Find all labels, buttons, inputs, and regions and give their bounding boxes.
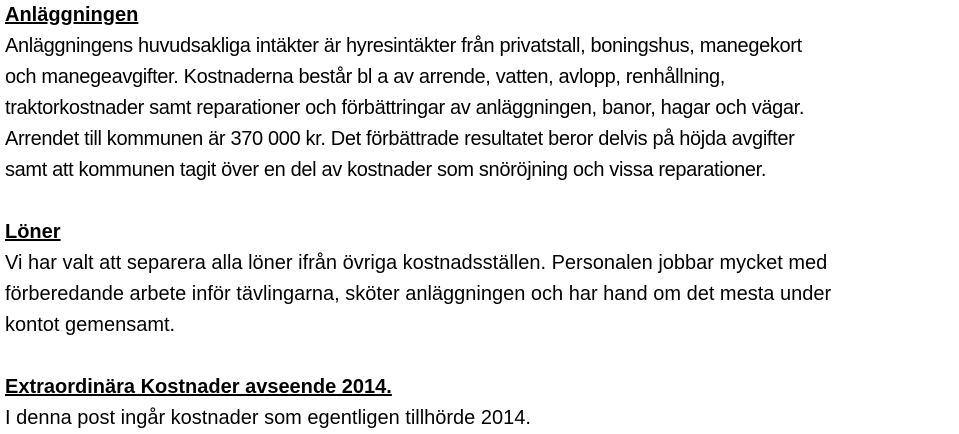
section-heading-extraordinara: Extraordinära Kostnader avseende 2014. — [5, 376, 392, 398]
paragraph-line: I denna post ingår kostnader som egentligen tillhörde 2014. — [5, 407, 531, 429]
section-heading-loner: Löner — [5, 221, 61, 243]
paragraph-line: Arrendet till kommunen är 370 000 kr. Det förbättrade resultatet beror delvis på höjda avgifter — [5, 128, 795, 150]
paragraph-line: Anläggningens huvudsakliga intäkter är hyresintäkter från privatstall, boningshus, manegekort — [5, 35, 802, 57]
section-heading-anlaggningen: Anläggningen — [5, 4, 139, 26]
paragraph-line: kontot gemensamt. — [5, 314, 176, 336]
paragraph-line: och manegeavgifter. Kostnaderna består bl a av arrende, vatten, avlopp, renhållning, — [5, 66, 725, 88]
paragraph-line: traktorkostnader samt reparationer och förbättringar av anläggningen, banor, hagar och vägar. — [5, 97, 805, 119]
section-spacer — [5, 186, 957, 217]
paragraph-anlaggningen — [5, 31, 957, 186]
paragraph-extraordinara — [5, 403, 957, 434]
section-spacer — [5, 341, 957, 372]
document-body — [5, 0, 957, 434]
paragraph-loner — [5, 248, 957, 341]
paragraph-line: samt att kommunen tagit över en del av kostnader som snöröjning och vissa reparationer. — [5, 159, 767, 181]
paragraph-line: Vi har valt att separera alla löner ifrån övriga kostnadsställen. Personalen jobbar mycket med — [5, 252, 828, 274]
paragraph-line: förberedande arbete inför tävlingarna, sköter anläggningen och har hand om det mesta under — [5, 283, 832, 305]
